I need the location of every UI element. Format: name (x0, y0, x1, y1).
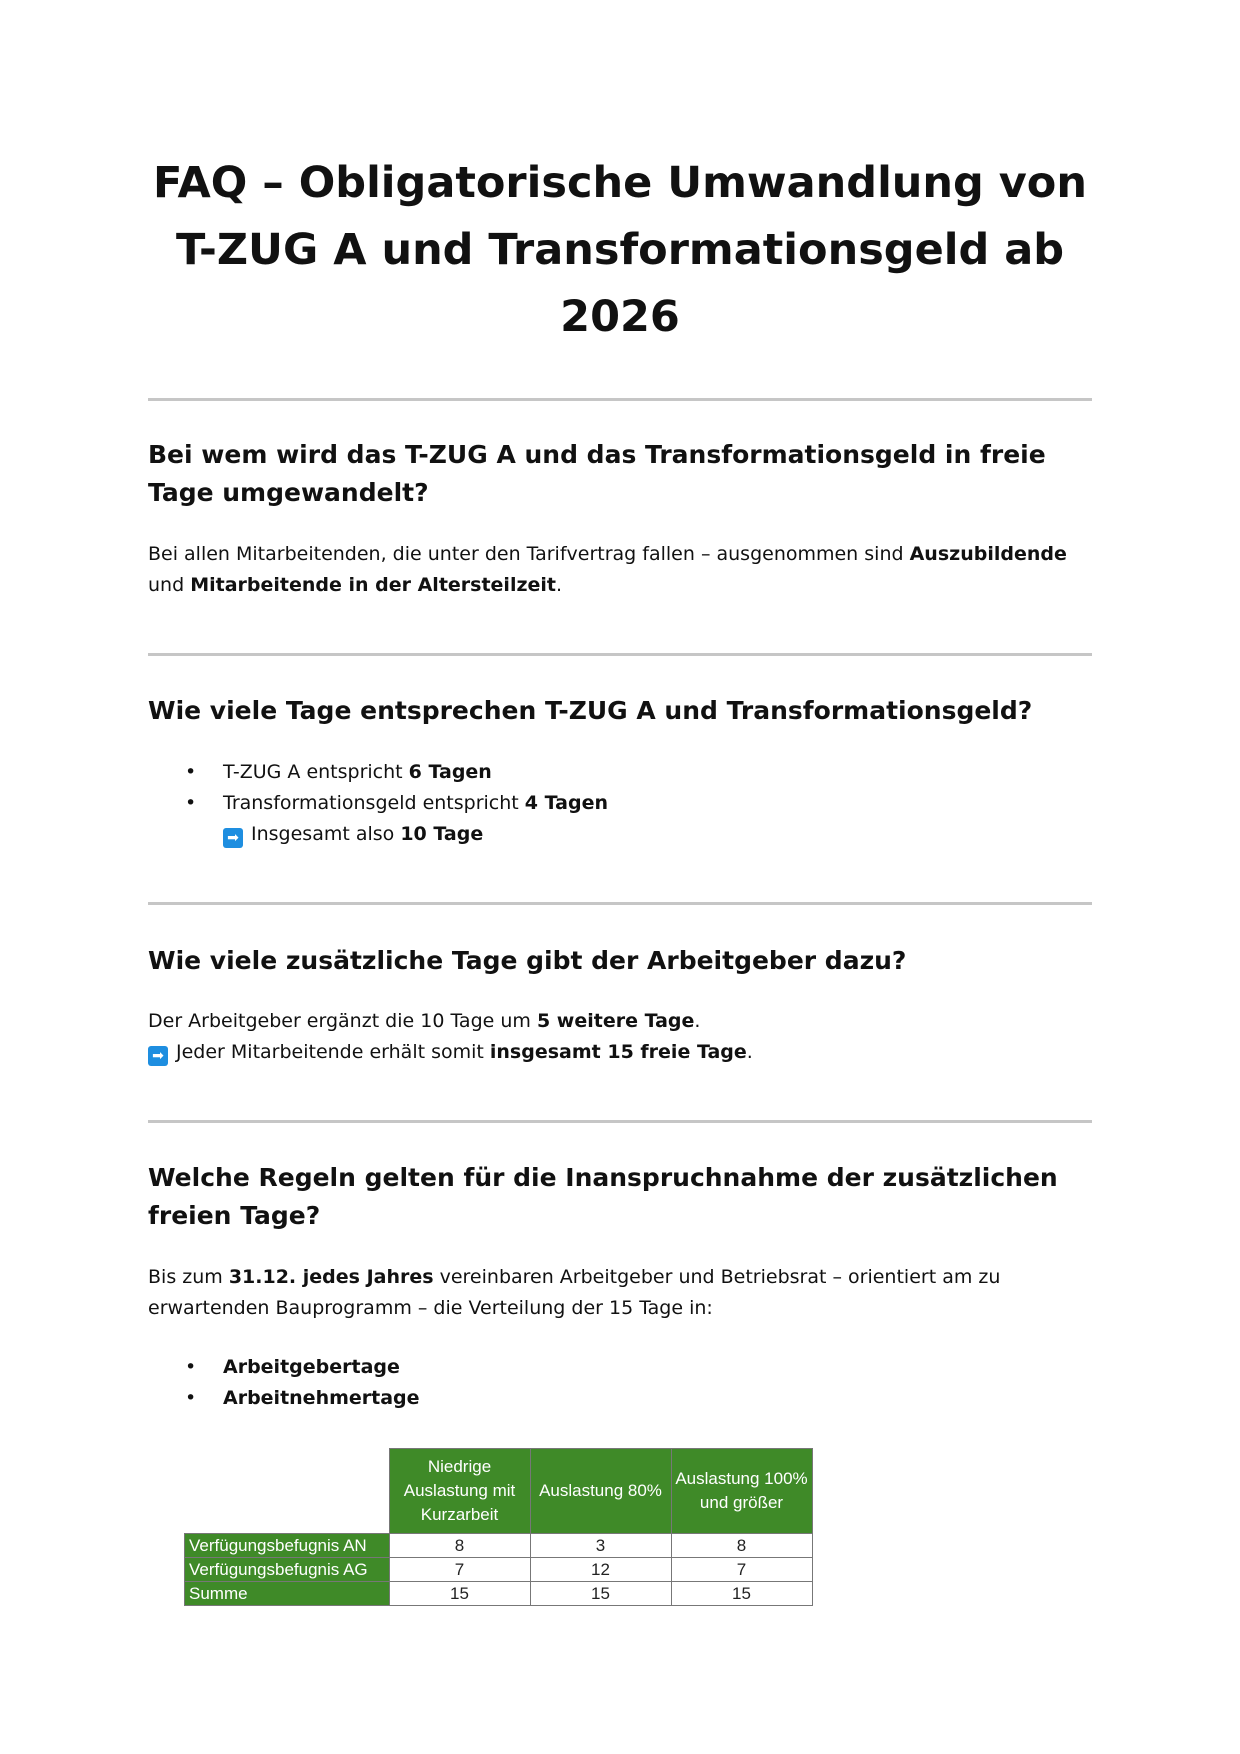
row-label: Verfügungsbefugnis AN (185, 1534, 390, 1558)
table-cell: 15 (671, 1582, 812, 1606)
day-types-list (148, 1352, 420, 1414)
row-label: Summe (185, 1582, 390, 1606)
question-4: Welche Regeln gelten für die Inanspruchnahme der zusätzlichen freien Tage? (148, 1163, 1058, 1230)
list-item: • T-ZUG A entspricht 6 Tagen (185, 761, 492, 783)
total-line: ➡ Insgesamt also 10 Tage (148, 819, 608, 850)
table-cell: 7 (671, 1558, 812, 1582)
divider (148, 653, 1092, 656)
answer-1: Bei allen Mitarbeitenden, die unter den Tarifvertrag fallen – ausgenommen sind Auszubildende und Mitarbeitende in der Altersteilzeit. (148, 543, 1067, 596)
list-item: • Arbeitnehmertage (185, 1387, 420, 1409)
days-list (148, 757, 608, 850)
table-cell: 15 (530, 1582, 671, 1606)
distribution-table (184, 1448, 813, 1606)
table-cell: 3 (530, 1534, 671, 1558)
page-title: FAQ – Obligatorische Umwandlung von T-ZUG A und Transformationsgeld ab 2026 (153, 158, 1087, 342)
table-row (185, 1558, 813, 1582)
divider (148, 902, 1092, 905)
table-header-row (185, 1449, 813, 1534)
table-cell: 8 (389, 1534, 530, 1558)
question-2: Wie viele Tage entsprechen T-ZUG A und Transformationsgeld? (148, 696, 1033, 725)
divider (148, 398, 1092, 401)
table-corner (185, 1449, 390, 1534)
table-cell: 8 (671, 1534, 812, 1558)
table-cell: 15 (389, 1582, 530, 1606)
column-header: Niedrige Auslastung mit Kurzarbeit (389, 1449, 530, 1534)
table-cell: 7 (389, 1558, 530, 1582)
question-3: Wie viele zusätzliche Tage gibt der Arbeitgeber dazu? (148, 946, 907, 975)
answer-4: Bis zum 31.12. jedes Jahres vereinbaren Arbeitgeber und Betriebsrat – orientiert am zu erwartenden Bauprogramm – die Verteilung der 15 Tage in: (148, 1266, 1001, 1319)
table-cell: 12 (530, 1558, 671, 1582)
divider (148, 1120, 1092, 1123)
answer-3-line-1: Der Arbeitgeber ergänzt die 10 Tage um 5 weitere Tage. (148, 1010, 701, 1032)
column-header: Auslastung 100% und größer (671, 1449, 812, 1534)
answer-3-line-2: ➡ Jeder Mitarbeitende erhält somit insgesamt 15 freie Tage. (148, 1037, 1092, 1068)
column-header: Auslastung 80% (530, 1449, 671, 1534)
list-item: • Arbeitgebertage (185, 1356, 400, 1378)
table-row (185, 1534, 813, 1558)
question-1: Bei wem wird das T-ZUG A und das Transformationsgeld in freie Tage umgewandelt? (148, 440, 1046, 507)
table-row (185, 1582, 813, 1606)
arrow-right-icon: ➡ (223, 828, 243, 848)
list-item: • Transformationsgeld entspricht 4 Tagen (185, 792, 608, 814)
row-label: Verfügungsbefugnis AG (185, 1558, 390, 1582)
arrow-right-icon: ➡ (148, 1046, 168, 1066)
